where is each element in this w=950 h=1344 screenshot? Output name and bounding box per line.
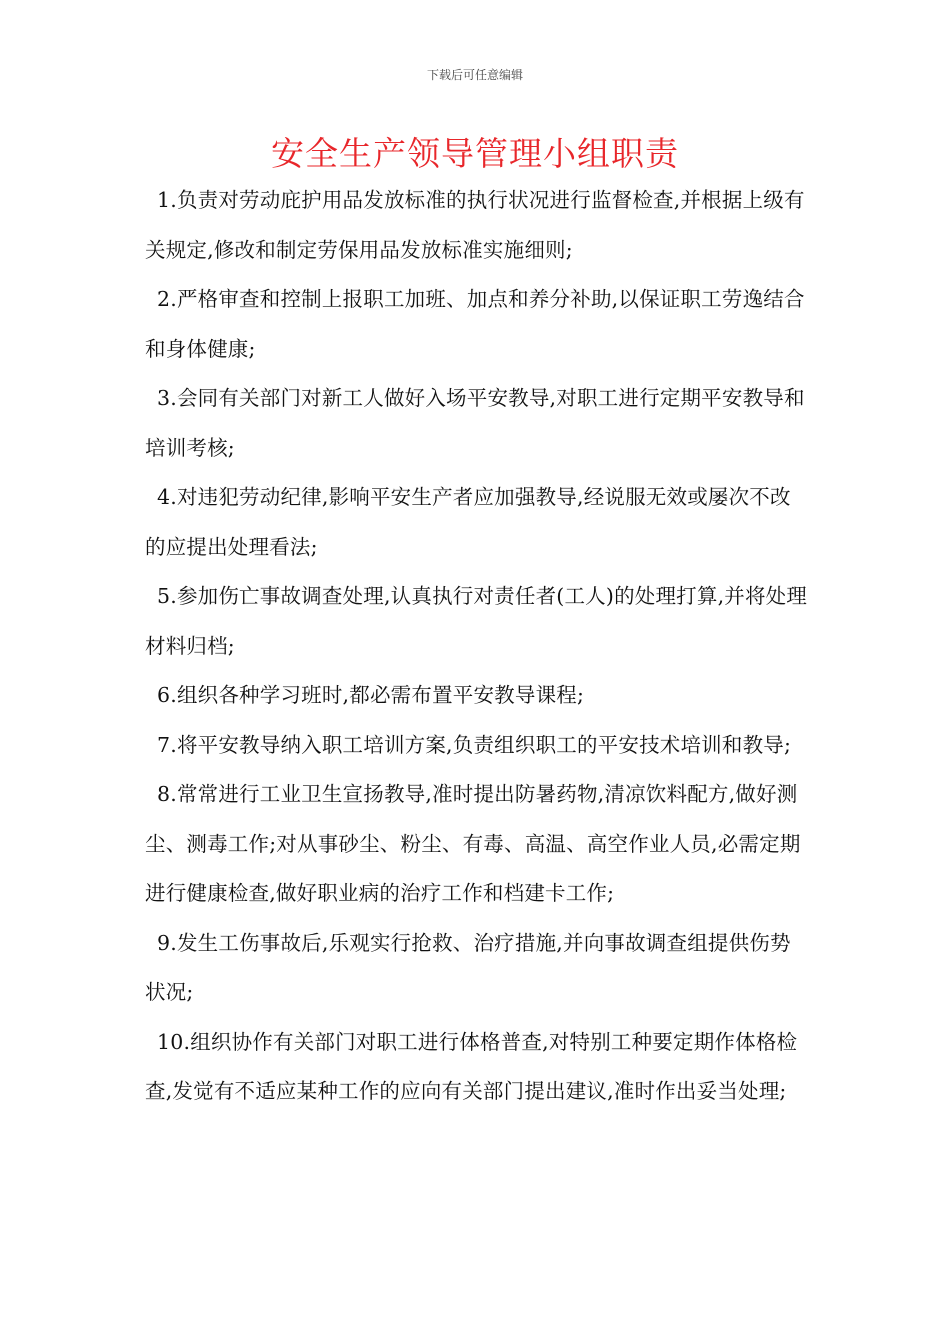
list-item: 9.发生工伤事故后,乐观实行抢救、治疗措施,并向事故调查组提供伤势状况; [145, 930, 791, 1004]
header-note: 下载后可任意编辑 [426, 68, 523, 82]
list-item: 3.会同有关部门对新工人做好入场平安教导,对职工进行定期平安教导和培训考核; [145, 386, 805, 460]
list-item: 1.负责对劳动庇护用品发放标准的执行状况进行监督检查,并根据上级有关规定,修改和制定劳保用品发放标准实施细则; [145, 188, 805, 262]
list-item: 5.参加伤亡事故调查处理,认真执行对责任者(工人)的处理打算,并将处理材料归档; [145, 584, 808, 658]
list-item: 10.组织协作有关部门对职工进行体格普查,对特别工种要定期作体格检查,发觉有不适应某种工作的应向有关部门提出建议,准时作出妥当处理; [145, 1029, 798, 1103]
list-item: 6.组织各种学习班时,都必需布置平安教导课程; [157, 683, 585, 707]
list-item: 2.严格审查和控制上报职工加班、加点和养分补助,以保证职工劳逸结合和身体健康; [145, 287, 805, 361]
document-body [145, 176, 809, 1117]
list-item: 8.常常进行工业卫生宣扬教导,准时提出防暑药物,清凉饮料配方,做好测尘、测毒工作;对从事砂尘、粉尘、有毒、高温、高空作业人员,必需定期进行健康检查,做好职业病的治疗工作和档建卡工作; [145, 782, 801, 905]
document-title: 安全生产领导管理小组职责 [271, 134, 679, 173]
list-item: 7.将平安教导纳入职工培训方案,负责组织职工的平安技术培训和教导; [157, 732, 792, 757]
list-item: 4.对违犯劳动纪律,影响平安生产者应加强教导,经说服无效或屡次不改的应提出处理看法; [145, 485, 791, 559]
